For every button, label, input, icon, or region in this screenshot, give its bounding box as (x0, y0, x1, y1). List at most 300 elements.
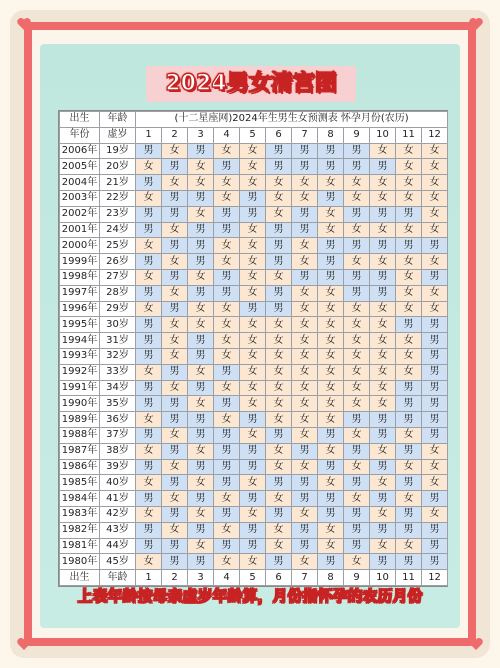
gender-cell: 女 (266, 396, 292, 412)
gender-cell: 女 (344, 459, 370, 475)
gender-cell: 女 (370, 348, 396, 364)
gender-cell: 男 (422, 554, 448, 570)
gender-cell: 女 (136, 506, 162, 522)
gender-cell: 女 (292, 333, 318, 349)
gender-cell: 女 (396, 348, 422, 364)
year-cell: 1985年 (60, 475, 100, 491)
gender-cell: 女 (266, 538, 292, 554)
gender-cell: 男 (318, 190, 344, 206)
gender-cell: 男 (370, 285, 396, 301)
gender-cell: 女 (188, 506, 214, 522)
gender-cell: 男 (396, 554, 422, 570)
gender-cell: 女 (240, 333, 266, 349)
table-row (60, 222, 448, 238)
header-cell: 年龄 (100, 112, 136, 128)
year-cell: 1997年 (60, 285, 100, 301)
gender-cell: 男 (292, 206, 318, 222)
gender-cell: 女 (214, 238, 240, 254)
gender-cell: 男 (188, 254, 214, 270)
gender-cell: 男 (422, 238, 448, 254)
footer-cell: 12 (422, 570, 448, 586)
age-cell: 35岁 (100, 396, 136, 412)
gender-cell: 男 (162, 206, 188, 222)
gender-cell: 女 (214, 380, 240, 396)
header-cell: 4 (214, 127, 240, 143)
gender-cell: 女 (214, 333, 240, 349)
footer-cell: 10 (370, 570, 396, 586)
gender-cell: 女 (318, 175, 344, 191)
table-row (60, 175, 448, 191)
gender-cell: 男 (318, 254, 344, 270)
table-row (60, 364, 448, 380)
year-cell: 1998年 (60, 269, 100, 285)
gender-cell: 男 (214, 459, 240, 475)
gender-cell: 女 (162, 522, 188, 538)
gender-cell: 女 (240, 427, 266, 443)
gender-cell: 女 (214, 143, 240, 159)
gender-cell: 女 (188, 317, 214, 333)
gender-cell: 女 (344, 380, 370, 396)
gender-cell: 男 (422, 396, 448, 412)
gender-cell: 女 (240, 554, 266, 570)
footer-cell: 11 (396, 570, 422, 586)
gender-cell: 女 (318, 348, 344, 364)
header-cell: 10 (370, 127, 396, 143)
gender-cell: 男 (266, 222, 292, 238)
year-cell: 1995年 (60, 317, 100, 333)
gender-cell: 女 (162, 317, 188, 333)
gender-cell: 男 (240, 459, 266, 475)
gender-cell: 女 (162, 285, 188, 301)
gender-cell: 女 (344, 427, 370, 443)
gender-cell: 女 (292, 301, 318, 317)
gender-cell: 女 (344, 301, 370, 317)
gender-cell: 女 (240, 285, 266, 301)
gender-cell: 女 (318, 538, 344, 554)
gender-cell: 女 (292, 317, 318, 333)
gender-cell: 男 (396, 206, 422, 222)
table-header-row (60, 127, 448, 143)
gender-cell: 男 (266, 506, 292, 522)
footer-cell: 出生 (60, 570, 100, 586)
gender-cell: 女 (318, 475, 344, 491)
gender-cell: 女 (240, 348, 266, 364)
gender-cell: 女 (318, 222, 344, 238)
year-cell: 1983年 (60, 506, 100, 522)
footer-cell: 年龄 (100, 570, 136, 586)
gender-cell: 女 (188, 475, 214, 491)
gender-cell: 女 (214, 491, 240, 507)
header-cell: 11 (396, 127, 422, 143)
gender-cell: 女 (240, 317, 266, 333)
gender-cell: 男 (136, 522, 162, 538)
year-cell: 2006年 (60, 143, 100, 159)
age-cell: 21岁 (100, 175, 136, 191)
gender-cell: 男 (162, 396, 188, 412)
year-cell: 1988年 (60, 427, 100, 443)
table-row (60, 348, 448, 364)
gender-cell: 女 (422, 254, 448, 270)
gender-cell: 男 (136, 175, 162, 191)
age-cell: 25岁 (100, 238, 136, 254)
gender-cell: 男 (344, 538, 370, 554)
gender-cell: 女 (422, 301, 448, 317)
header-cell: 年份 (60, 127, 100, 143)
gender-cell: 女 (318, 396, 344, 412)
age-cell: 22岁 (100, 190, 136, 206)
gender-cell: 男 (318, 554, 344, 570)
header-cell: 8 (318, 127, 344, 143)
gender-cell: 男 (396, 317, 422, 333)
gender-cell: 男 (240, 301, 266, 317)
gender-cell: 女 (370, 143, 396, 159)
gender-cell: 男 (344, 269, 370, 285)
age-cell: 37岁 (100, 427, 136, 443)
gender-cell: 男 (188, 190, 214, 206)
gender-cell: 女 (422, 475, 448, 491)
gender-cell: 女 (266, 412, 292, 428)
gender-cell: 男 (188, 380, 214, 396)
gender-cell: 男 (188, 285, 214, 301)
year-cell: 2001年 (60, 222, 100, 238)
gender-cell: 男 (214, 269, 240, 285)
gender-cell: 女 (214, 301, 240, 317)
gender-cell: 女 (396, 269, 422, 285)
gender-cell: 女 (266, 443, 292, 459)
age-cell: 43岁 (100, 522, 136, 538)
year-cell: 1987年 (60, 443, 100, 459)
gender-cell: 女 (422, 443, 448, 459)
gender-cell: 女 (370, 443, 396, 459)
footer-caption: 上表年龄按母亲虚岁年龄算，月份指怀孕的农历月份 (77, 587, 423, 605)
gender-cell: 女 (292, 380, 318, 396)
table-row (60, 443, 448, 459)
gender-cell: 女 (292, 506, 318, 522)
gender-cell: 男 (370, 269, 396, 285)
gender-cell: 女 (344, 254, 370, 270)
gender-cell: 男 (136, 333, 162, 349)
gender-cell: 女 (240, 159, 266, 175)
age-cell: 41岁 (100, 491, 136, 507)
gender-cell: 男 (136, 459, 162, 475)
age-cell: 34岁 (100, 380, 136, 396)
header-cell: 7 (292, 127, 318, 143)
gender-cell: 女 (214, 554, 240, 570)
gender-cell: 男 (266, 238, 292, 254)
gender-cell: 女 (292, 554, 318, 570)
gender-cell: 男 (162, 475, 188, 491)
gender-cell: 女 (292, 238, 318, 254)
gender-cell: 男 (188, 348, 214, 364)
gender-cell: 男 (214, 506, 240, 522)
gender-cell: 男 (240, 443, 266, 459)
gender-cell: 女 (266, 333, 292, 349)
gender-cell: 女 (240, 396, 266, 412)
gender-cell: 女 (344, 333, 370, 349)
age-cell: 26岁 (100, 254, 136, 270)
gender-cell: 女 (266, 364, 292, 380)
age-cell: 27岁 (100, 269, 136, 285)
gender-cell: 男 (344, 159, 370, 175)
gender-cell: 女 (370, 222, 396, 238)
gender-cell: 女 (240, 364, 266, 380)
gender-cell: 男 (136, 222, 162, 238)
footer-cell: 1 (136, 570, 162, 586)
table-row (60, 412, 448, 428)
gender-cell: 女 (292, 190, 318, 206)
gender-cell: 男 (344, 506, 370, 522)
gender-cell: 女 (162, 333, 188, 349)
gender-cell: 女 (188, 206, 214, 222)
gender-cell: 男 (136, 491, 162, 507)
gender-cell: 女 (318, 364, 344, 380)
gender-cell: 男 (318, 143, 344, 159)
gender-cell: 女 (422, 459, 448, 475)
gender-cell: 男 (344, 285, 370, 301)
gender-cell: 男 (188, 522, 214, 538)
table-row (60, 491, 448, 507)
table-row (60, 459, 448, 475)
gender-cell: 女 (344, 348, 370, 364)
table-row (60, 269, 448, 285)
gender-cell: 女 (188, 396, 214, 412)
gender-cell: 男 (188, 333, 214, 349)
gender-cell: 女 (292, 348, 318, 364)
gender-cell: 男 (292, 269, 318, 285)
gender-cell: 女 (214, 412, 240, 428)
gender-cell: 男 (292, 538, 318, 554)
gender-cell: 男 (214, 285, 240, 301)
table-row (60, 301, 448, 317)
gender-cell: 女 (162, 175, 188, 191)
footer-cell: 8 (318, 570, 344, 586)
gender-cell: 男 (136, 538, 162, 554)
gender-cell: 男 (292, 475, 318, 491)
gender-cell: 男 (344, 443, 370, 459)
gender-cell: 男 (422, 412, 448, 428)
gender-cell: 女 (162, 427, 188, 443)
header-cell: 出生 (60, 112, 100, 128)
gender-cell: 男 (136, 285, 162, 301)
gender-cell: 女 (240, 175, 266, 191)
gender-cell: 女 (266, 522, 292, 538)
gender-cell: 女 (318, 380, 344, 396)
gender-cell: 男 (422, 538, 448, 554)
year-cell: 1989年 (60, 412, 100, 428)
gender-cell: 男 (344, 238, 370, 254)
gender-cell: 女 (240, 380, 266, 396)
footer-cell: 6 (266, 570, 292, 586)
gender-cell: 男 (422, 364, 448, 380)
table-row (60, 285, 448, 301)
gender-cell: 女 (136, 269, 162, 285)
gender-cell: 女 (318, 443, 344, 459)
gender-cell: 女 (396, 254, 422, 270)
gender-cell: 女 (318, 333, 344, 349)
gender-cell: 女 (136, 159, 162, 175)
gender-cell: 女 (422, 285, 448, 301)
gender-cell: 男 (214, 396, 240, 412)
table-row (60, 317, 448, 333)
gender-cell: 女 (266, 206, 292, 222)
gender-cell: 女 (318, 317, 344, 333)
gender-cell: 男 (162, 159, 188, 175)
gender-cell: 女 (240, 254, 266, 270)
gender-cell: 男 (240, 412, 266, 428)
age-cell: 32岁 (100, 348, 136, 364)
gender-cell: 女 (344, 222, 370, 238)
gender-cell: 女 (396, 427, 422, 443)
gender-cell: 女 (240, 238, 266, 254)
prediction-table-container (58, 110, 448, 587)
gender-cell: 女 (188, 175, 214, 191)
gender-cell: 男 (370, 459, 396, 475)
gender-cell: 女 (162, 491, 188, 507)
gender-cell: 男 (162, 506, 188, 522)
gender-cell: 男 (422, 380, 448, 396)
gender-cell: 女 (266, 348, 292, 364)
table-row (60, 190, 448, 206)
gender-cell: 男 (318, 491, 344, 507)
gender-cell: 男 (162, 190, 188, 206)
gender-cell: 女 (188, 538, 214, 554)
gender-cell: 女 (136, 475, 162, 491)
gender-cell: 男 (266, 554, 292, 570)
gender-cell: 男 (318, 506, 344, 522)
age-cell: 42岁 (100, 506, 136, 522)
gender-cell: 男 (422, 491, 448, 507)
gender-cell: 男 (422, 333, 448, 349)
gender-cell: 男 (136, 348, 162, 364)
gender-cell: 男 (292, 522, 318, 538)
gender-cell: 男 (292, 143, 318, 159)
gender-cell: 男 (292, 222, 318, 238)
gender-cell: 男 (162, 364, 188, 380)
gender-cell: 女 (266, 269, 292, 285)
table-row (60, 380, 448, 396)
year-cell: 2003年 (60, 190, 100, 206)
gender-cell: 男 (396, 238, 422, 254)
gender-cell: 女 (396, 159, 422, 175)
gender-cell: 男 (344, 206, 370, 222)
gender-cell: 男 (162, 538, 188, 554)
gender-cell: 男 (240, 206, 266, 222)
gender-cell: 女 (422, 206, 448, 222)
gender-cell: 男 (188, 459, 214, 475)
gender-cell: 女 (370, 475, 396, 491)
gender-cell: 女 (266, 380, 292, 396)
age-cell: 23岁 (100, 206, 136, 222)
gender-cell: 男 (370, 491, 396, 507)
gender-cell: 女 (396, 538, 422, 554)
gender-cell: 女 (318, 285, 344, 301)
gender-cell: 女 (214, 348, 240, 364)
gender-cell: 男 (396, 380, 422, 396)
gender-cell: 女 (162, 254, 188, 270)
gender-cell: 女 (422, 159, 448, 175)
gender-cell: 女 (188, 269, 214, 285)
gender-cell: 男 (370, 206, 396, 222)
gender-cell: 男 (292, 159, 318, 175)
age-cell: 28岁 (100, 285, 136, 301)
gender-cell: 女 (292, 459, 318, 475)
year-cell: 1984年 (60, 491, 100, 507)
gender-cell: 男 (266, 475, 292, 491)
gender-cell: 男 (344, 522, 370, 538)
year-cell: 2005年 (60, 159, 100, 175)
gender-cell: 女 (344, 190, 370, 206)
gender-cell: 男 (266, 254, 292, 270)
gender-cell: 女 (422, 222, 448, 238)
year-cell: 2004年 (60, 175, 100, 191)
table-row (60, 538, 448, 554)
gender-cell: 男 (370, 412, 396, 428)
gender-cell: 男 (136, 317, 162, 333)
gender-cell: 男 (188, 554, 214, 570)
age-cell: 29岁 (100, 301, 136, 317)
table-row (60, 506, 448, 522)
table-caption-cell: (十二星座网)2024年生男生女预测表 怀孕月份(农历) (136, 112, 448, 128)
gender-cell: 女 (344, 364, 370, 380)
gender-cell: 男 (396, 396, 422, 412)
gender-cell: 女 (214, 175, 240, 191)
gender-cell: 女 (318, 412, 344, 428)
gender-cell: 女 (344, 175, 370, 191)
gender-cell: 男 (318, 427, 344, 443)
gender-cell: 女 (344, 554, 370, 570)
gender-cell: 男 (214, 443, 240, 459)
gender-cell: 女 (214, 522, 240, 538)
year-cell: 1981年 (60, 538, 100, 554)
gender-cell: 女 (136, 443, 162, 459)
gender-cell: 女 (292, 254, 318, 270)
age-cell: 40岁 (100, 475, 136, 491)
gender-cell: 女 (396, 285, 422, 301)
gender-cell: 女 (344, 317, 370, 333)
gender-cell: 男 (162, 554, 188, 570)
gender-cell: 男 (162, 269, 188, 285)
gender-cell: 女 (162, 143, 188, 159)
gender-cell: 女 (188, 301, 214, 317)
footer-cell: 4 (214, 570, 240, 586)
gender-cell: 女 (370, 333, 396, 349)
gender-cell: 男 (292, 491, 318, 507)
gender-cell: 男 (240, 491, 266, 507)
gender-cell: 女 (422, 143, 448, 159)
age-cell: 39岁 (100, 459, 136, 475)
header-cell: 1 (136, 127, 162, 143)
gender-cell: 男 (318, 159, 344, 175)
gender-cell: 女 (396, 301, 422, 317)
prediction-table (59, 111, 448, 586)
gender-cell: 男 (136, 206, 162, 222)
age-cell: 30岁 (100, 317, 136, 333)
header-cell: 5 (240, 127, 266, 143)
year-cell: 1994年 (60, 333, 100, 349)
age-cell: 19岁 (100, 143, 136, 159)
gender-cell: 男 (162, 412, 188, 428)
gender-cell: 女 (318, 301, 344, 317)
gender-cell: 男 (214, 159, 240, 175)
gender-cell: 男 (136, 380, 162, 396)
year-cell: 1993年 (60, 348, 100, 364)
gender-cell: 男 (188, 412, 214, 428)
gender-cell: 男 (396, 443, 422, 459)
gender-cell: 女 (188, 364, 214, 380)
year-cell: 1982年 (60, 522, 100, 538)
footer-cell: 7 (292, 570, 318, 586)
gender-cell: 男 (136, 396, 162, 412)
